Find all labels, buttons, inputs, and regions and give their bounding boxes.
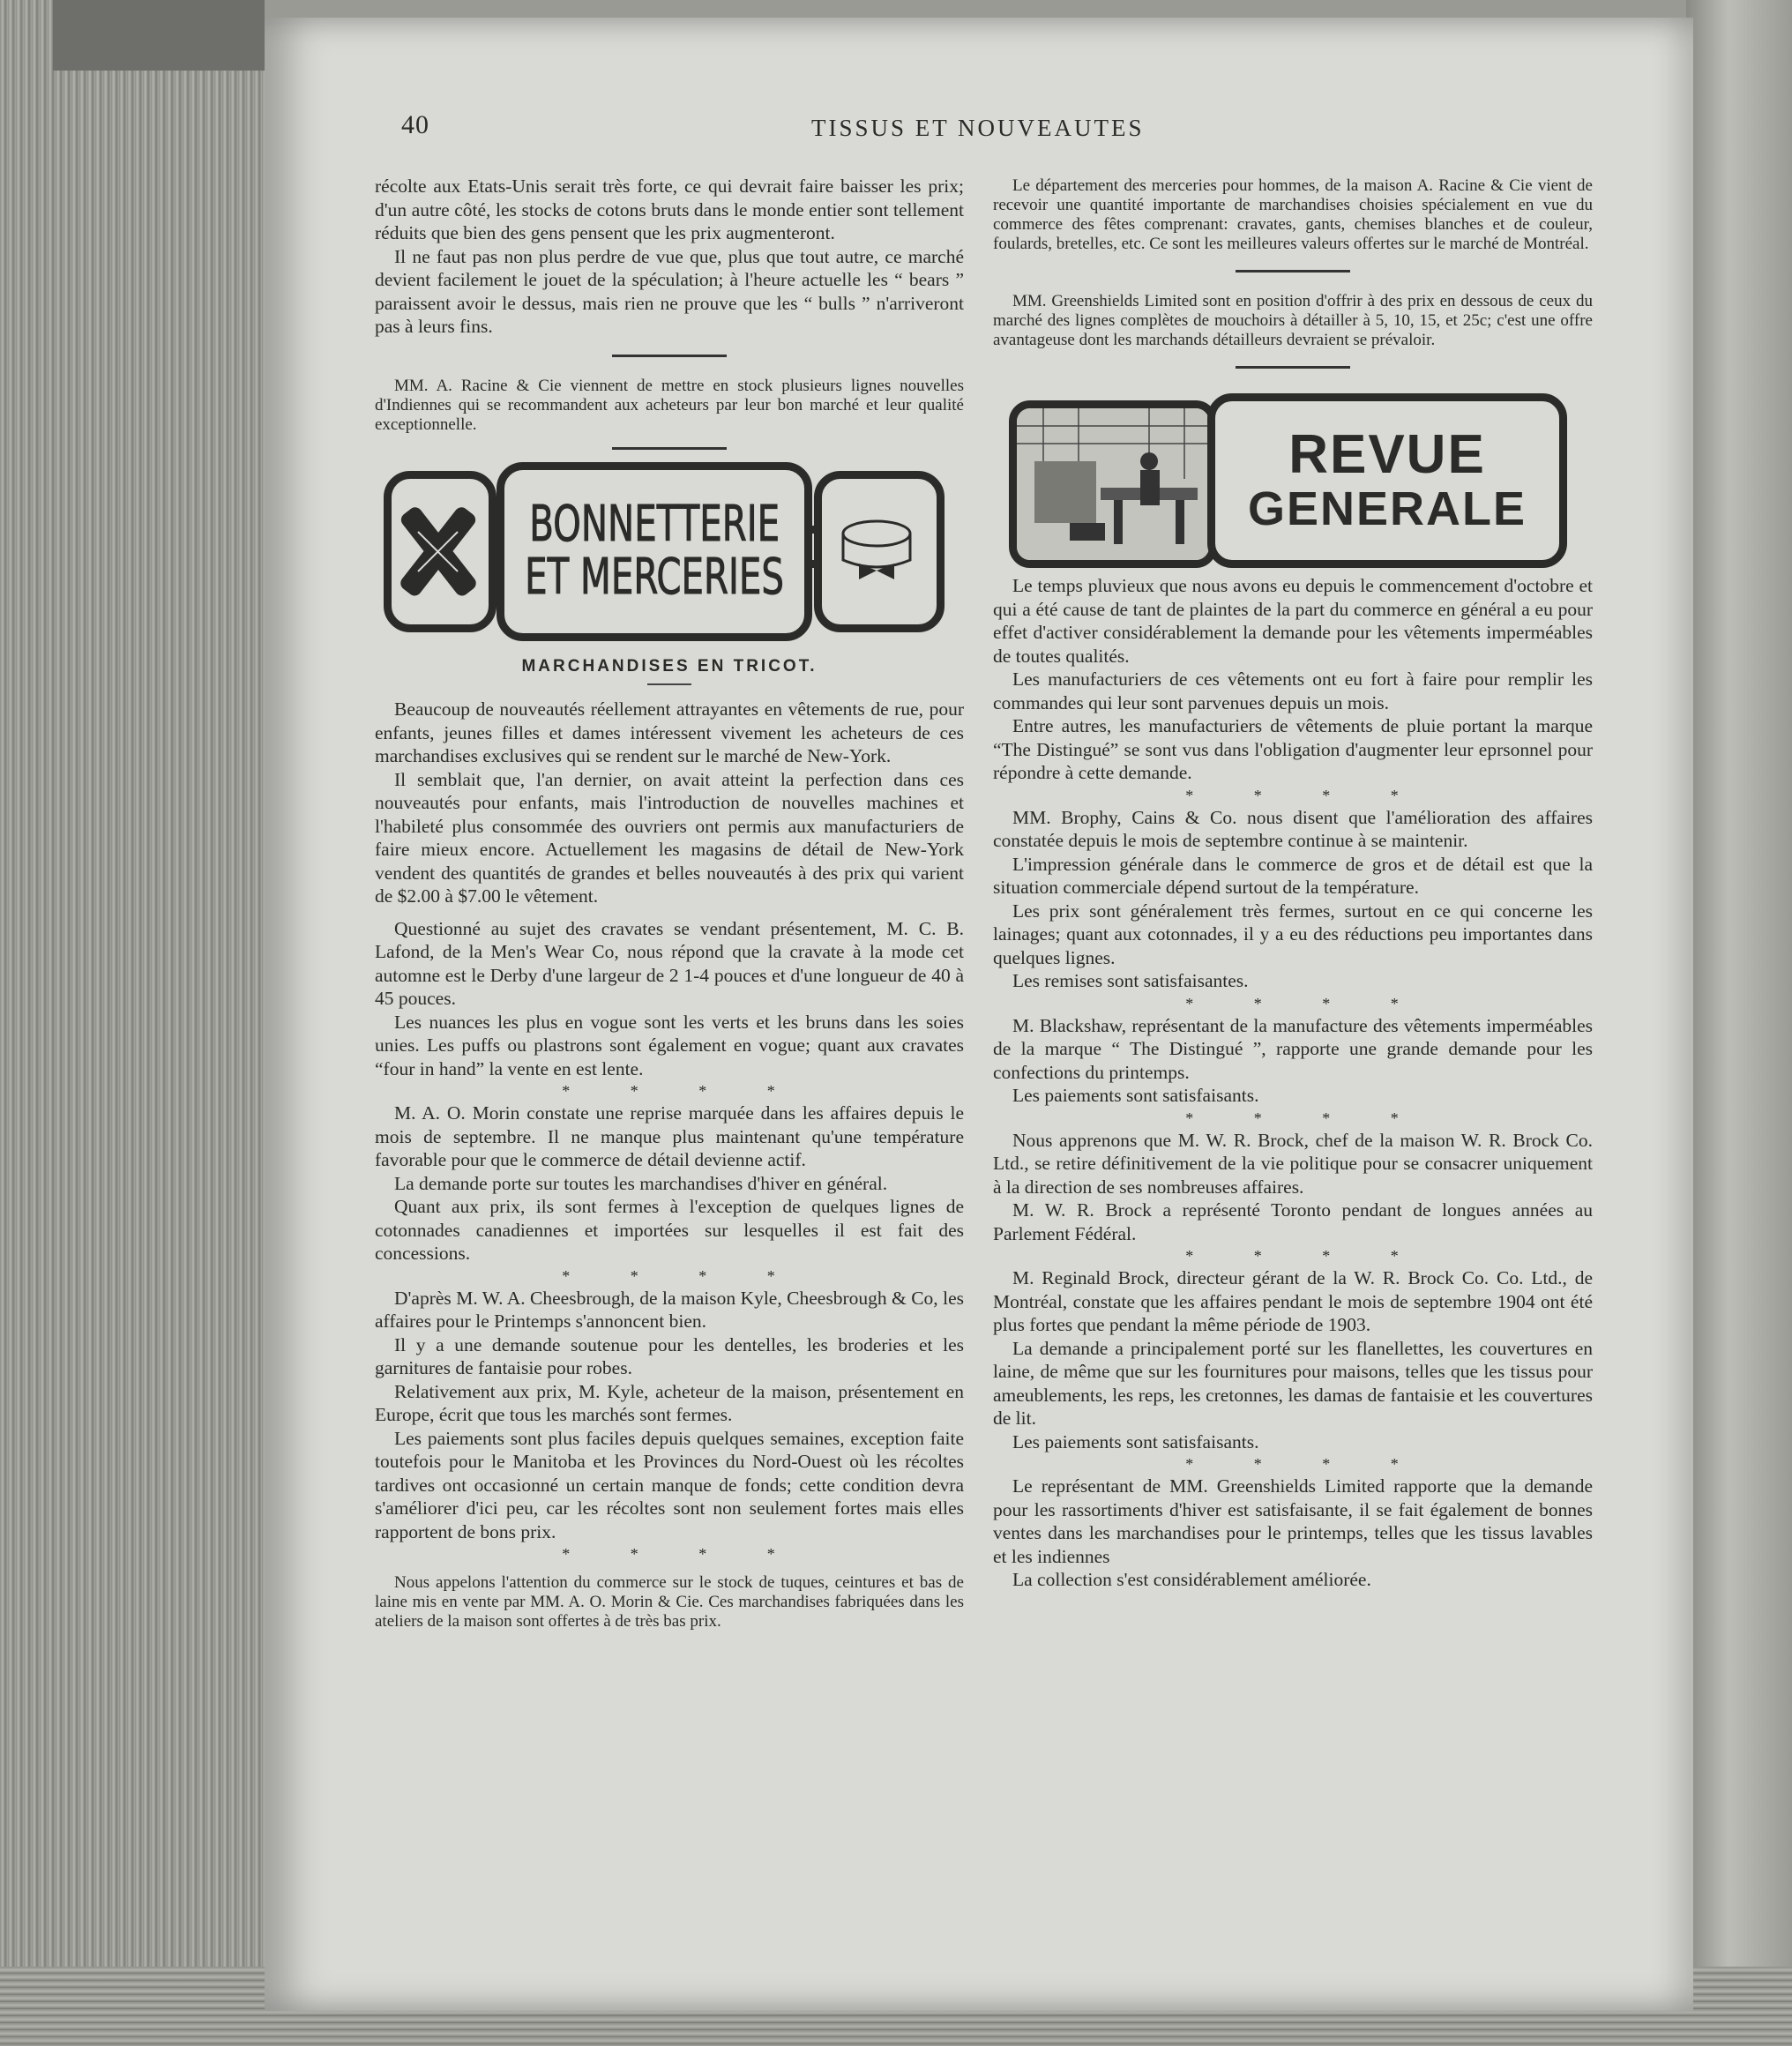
section-subheading: MARCHANDISES EN TRICOT. xyxy=(521,656,818,676)
paragraph: récolte aux Etats-Unis serait très forte, ce qui devrait faire baisser les prix; d'un autre côté, les stocks de cotons bruts dans le monde entier sont tellement réduits que bien des gens pensent que les prix augmenteront. xyxy=(375,175,964,243)
paragraph: Nous apprenons que M. W. R. Brock, chef de la maison W. R. Brock Co. Ltd., se retire définitivement de la vie politique pour se consacrer uniquement à la direction de ses nombreuses affaires. xyxy=(993,1129,1593,1198)
paragraph: Il y a une demande soutenue pour les dentelles, les broderies et les garnitures de fantaisie pour robes. xyxy=(375,1333,964,1378)
paragraph: Beaucoup de nouveautés réellement attrayantes en vêtements de rue, pour enfants, jeunes filles et dames intéressent vivement les acheteurs de ces marchandises exclusives qui se rendent sur le marché de New-York. xyxy=(375,698,964,766)
gloves-icon xyxy=(392,479,489,624)
paragraph: Le département des merceries pour hommes, de la maison A. Racine & Cie vient de recevoir une quantité importante de marchandises choisies spécialement en vue du commerce des fêtes comprenant: cravates, gants, chemises blanches et de couleur, foulards, bretelles, etc. Ce sont les meilleures valeurs offertes sur le marché de Montréal. xyxy=(993,176,1593,253)
banner-title-box xyxy=(1207,393,1567,568)
section-stars: * * * * xyxy=(562,1082,803,1100)
right-column xyxy=(993,176,1593,1592)
paragraph: La demande a principalement porté sur les flanellettes, les couvertures en laine, de même que sur les fournitures pour maisons, telles que les tissus pour ameublements, les reps, les cretonnes, les damas de fantaisie et les couvertures de lit. xyxy=(993,1337,1593,1429)
book-page xyxy=(265,18,1693,2011)
paragraph: MM. Greenshields Limited sont en position d'offrir à des prix en dessous de ceux du marché des lignes complètes de mouchoirs à détailler à 5, 10, 15, et 25c; c'est une offre avantageuse dont les marchands détailleurs devraient se prévaloir. xyxy=(993,292,1593,349)
divider xyxy=(1236,270,1350,273)
paragraph: Quant aux prix, ils sont fermes à l'exception de quelques lignes de cotonnades canadiennes et importées sur lesquelles il est fait des concessions. xyxy=(375,1196,964,1264)
paragraph: Les manufacturiers de ces vêtements ont eu fort à faire pour remplir les commandes qui leur sont parvenues depuis un mois. xyxy=(993,668,1593,713)
section-stars: * * * * xyxy=(1185,1247,1427,1265)
divider xyxy=(612,355,727,357)
banner-title-line2: ET MERCERIES xyxy=(525,549,784,606)
paragraph: Nous appelons l'attention du commerce sur le stock de tuques, ceintures et bas de laine mis en vente par MM. A. O. Morin & Cie. Ces marchandises fabriquées dans les ateliers de la maison sont offertes à de très bas prix. xyxy=(375,1573,964,1631)
paragraph: Il ne faut pas non plus perdre de vue que, plus que tout autre, ce marché devient facilement le jouet de la spéculation; à l'heure actuelle les “ bears ” paraissent avoir le dessus, mais rien ne prouve que les “ bulls ” n'arriveront pas à leurs fins. xyxy=(375,245,964,337)
paragraph: Le temps pluvieux que nous avons eu depuis le commencement d'octobre et qui a été cause de tant de plaintes de la part du commerce en général a eu pour effet d'activer considérablement la demande pour les vêtements imperméables de toutes qualités. xyxy=(993,575,1593,667)
section-stars: * * * * xyxy=(1185,1109,1427,1127)
banner-title-box xyxy=(497,462,812,641)
paragraph: Les nuances les plus en vogue sont les verts et les bruns dans les soies unies. Les puffs ou plastrons sont également en vogue; quant aux cravates “four in hand” la vente en est lente. xyxy=(375,1011,964,1079)
paragraph: Les paiements sont satisfaisants. xyxy=(1012,1430,1259,1452)
paragraph: M. A. O. Morin constate une reprise marquée dans les affaires depuis le mois de septembre. Il ne manque plus maintenant qu'une température favorable pour que le commerce de détail devienne actif. xyxy=(375,1102,964,1170)
paragraph: Entre autres, les manufacturiers de vêtements de pluie portant la marque “The Distingué” se sont vus dans l'obligation d'augmenter leur eprsonnel pour répondre à cette demande. xyxy=(993,715,1593,783)
paragraph: Les prix sont généralement très fermes, surtout en ce qui concerne les lainages; quant aux cotonnades, il y a eu des réductions peu importantes dans quelques lignes. xyxy=(993,900,1593,968)
banner-title-line1: BONNETTERIE xyxy=(529,496,780,553)
paragraph: La demande porte sur toutes les marchandises d'hiver en général. xyxy=(394,1172,888,1194)
paragraph: MM. A. Racine & Cie viennent de mettre en stock plusieurs lignes nouvelles d'Indiennes qui se recommandent aux acheteurs par leur bon marché et leur qualité exceptionnelle. xyxy=(375,376,964,434)
paragraph: L'impression générale dans le commerce de gros et de détail est que la situation commerciale dépend surtout de la température. xyxy=(993,853,1593,898)
paragraph: Questionné au sujet des cravates se vendant présentement, M. C. B. Lafond, de la Men's Wear Co, nous répond que la cravate à la mode cet automne est le Derby d'une largeur de 2 1-4 pouces et d'une longueur de 40 à 45 pouces. xyxy=(375,917,964,1009)
section-stars: * * * * xyxy=(562,1545,803,1563)
paragraph: La collection s'est considérablement améliorée. xyxy=(1012,1569,1371,1590)
banner-title-line1: REVUE xyxy=(1288,424,1486,485)
section-stars: * * * * xyxy=(1185,994,1427,1012)
paragraph: Relativement aux prix, M. Kyle, acheteur de la maison, présentement en Europe, écrit que tous les marchés sont fermes. xyxy=(375,1380,964,1425)
section-stars: * * * * xyxy=(1185,786,1427,804)
paragraph: Les paiements sont plus faciles depuis quelques semaines, exception faite toutefois pour le Manitoba et les Provinces du Nord-Ouest où les récoltes tardives ont occasionné un certain manque de fonds; cette condition devra s'améliorer d'ici peu, car les récoltes sont non seulement fortes mais elles rapportent de bons prix. xyxy=(375,1427,964,1542)
revue-generale-banner xyxy=(1009,393,1564,565)
book-spine-shadow xyxy=(53,0,265,71)
paragraph: Les remises sont satisfaisantes. xyxy=(1012,970,1249,991)
left-column xyxy=(375,175,964,1632)
paragraph: Le représentant de MM. Greenshields Limited rapporte que la demande pour les rassortiments d'hiver est satisfaisante, il se fait également de bonnes ventes dans les marchandises pour le printemps, telles que les tissus lavables et les indiennes xyxy=(993,1475,1593,1567)
running-head: TISSUS ET NOUVEAUTES xyxy=(811,115,1145,141)
bonnetterie-banner xyxy=(384,462,957,643)
paragraph: Les paiements sont satisfaisants. xyxy=(1012,1085,1259,1106)
paragraph: D'après M. W. A. Cheesbrough, de la maison Kyle, Cheesbrough & Co, les affaires pour le Printemps s'annoncent bien. xyxy=(375,1287,964,1332)
paragraph: M. Blackshaw, représentant de la manufacture des vêtements imperméables de la marque “ The Distingué ”, rapporte une grande demande pour les confections du printemps. xyxy=(993,1014,1593,1083)
book-right-edge xyxy=(1686,0,1792,2046)
book-page-edges xyxy=(0,0,265,2046)
section-stars: * * * * xyxy=(1185,1455,1427,1473)
collar-icon-box xyxy=(814,471,945,632)
divider xyxy=(612,447,727,450)
section-stars: * * * * xyxy=(562,1266,803,1285)
office-scene-illustration xyxy=(1009,400,1217,568)
gloves-icon-box xyxy=(384,471,497,632)
page-number: 40 xyxy=(401,110,429,139)
divider xyxy=(647,683,691,685)
paragraph: M. Reginald Brock, directeur gérant de la W. R. Brock Co. Co. Ltd., de Montréal, constate que les affaires pendant le mois de septembre 1904 ont été plus fortes que pendant la même période de 1903. xyxy=(993,1267,1593,1335)
paragraph: M. W. R. Brock a représenté Toronto pendant de longues années au Parlement Fédéral. xyxy=(993,1199,1593,1244)
paragraph: Il semblait que, l'an dernier, on avait atteint la perfection dans ces nouveautés pour enfants, mais l'introduction de nouvelles machines et l'habileté plus consommée des ouvriers ont permis aux manufacturiers de faire mieux encore. Actuellement les magasins de détail de New-York vendent des quantités de grandes et belles nouveautés à des prix qui varient de $2.00 à $7.00 le vêtement. xyxy=(375,768,964,907)
divider xyxy=(1236,366,1350,369)
banner-title-line2: GENERALE xyxy=(1247,482,1527,535)
collar-bowtie-icon xyxy=(822,479,937,624)
paragraph: MM. Brophy, Cains & Co. nous disent que l'amélioration des affaires constatée depuis le mois de septembre continue à se maintenir. xyxy=(993,806,1593,851)
